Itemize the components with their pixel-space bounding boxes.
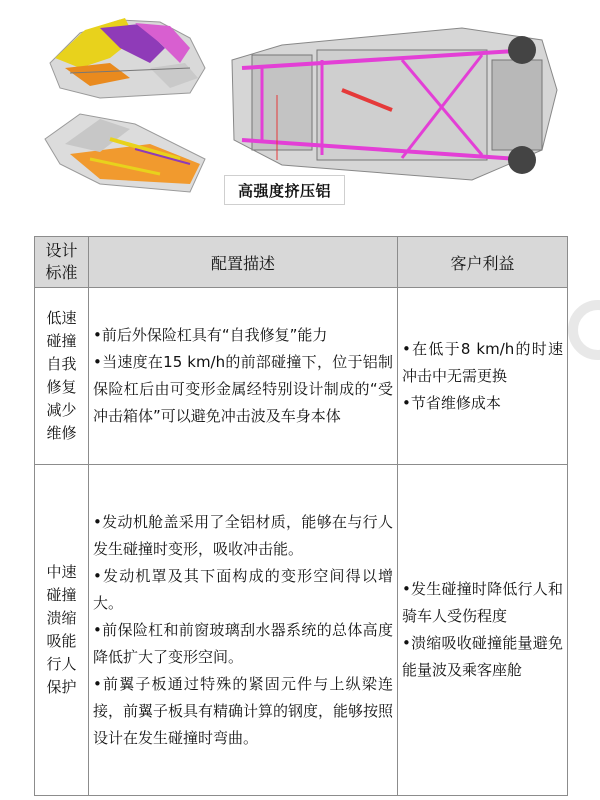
row-benefit bbox=[398, 465, 568, 796]
header-customer-benefit bbox=[398, 237, 568, 288]
benefit-item: •节省维修成本 bbox=[402, 393, 501, 412]
row-standard bbox=[35, 465, 89, 796]
image-caption: 高强度挤压铝 bbox=[224, 175, 345, 205]
body-shell-image bbox=[40, 8, 210, 103]
benefit-item: •在低于8 km/h的时速冲击中无需更换 bbox=[402, 339, 563, 385]
row-description bbox=[89, 465, 398, 796]
description-item: •发动机罩及其下面构成的变形空间得以增大。 bbox=[93, 566, 393, 612]
header-label: 客户利益 bbox=[450, 253, 515, 273]
chassis-topview-image bbox=[222, 20, 562, 190]
table-row bbox=[35, 465, 568, 796]
table-row bbox=[35, 288, 568, 465]
header-label: 设计 标准 bbox=[45, 241, 78, 282]
header-configuration bbox=[89, 237, 398, 288]
standard-text: 低速 碰撞 自我 修复 减少 维修 bbox=[46, 309, 77, 442]
header-label: 配置描述 bbox=[210, 253, 275, 273]
table-header-row bbox=[35, 237, 568, 288]
description-item: •前翼子板通过特殊的紧固元件与上纵梁连接，前翼子板具有精确计算的钢度，能够按照设计在发生碰撞时弯曲。 bbox=[93, 674, 394, 747]
floor-frame-image bbox=[40, 104, 215, 199]
row-description bbox=[89, 288, 398, 465]
decorative-ring bbox=[568, 300, 600, 360]
description-item: •发动机舱盖采用了全铝材质，能够在与行人发生碰撞时变形，吸收冲击能。 bbox=[93, 512, 393, 558]
description-item: •当速度在15 km/h的前部碰撞下，位于铝制保险杠后由可变形金属经特别设计制成的“受冲击箱体”可以避免冲击波及车身本体 bbox=[93, 353, 393, 425]
standard-text: 中速 碰撞 溃缩 吸能 行人 保护 bbox=[46, 563, 77, 696]
description-item: •前后外保险杠具有“自我修复”能力 bbox=[93, 326, 328, 344]
header-design-standard bbox=[35, 237, 89, 288]
benefit-item: •溃缩吸收碰撞能量避免能量波及乘客座舱 bbox=[402, 634, 563, 679]
row-standard bbox=[35, 288, 89, 465]
car-body-images bbox=[0, 0, 600, 232]
design-standards-table bbox=[34, 236, 568, 796]
benefit-item: •发生碰撞时降低行人和骑车人受伤程度 bbox=[402, 580, 563, 625]
description-item: •前保险杠和前窗玻璃刮水器系统的总体高度降低扩大了变形空间。 bbox=[93, 620, 393, 666]
row-benefit bbox=[398, 288, 568, 465]
